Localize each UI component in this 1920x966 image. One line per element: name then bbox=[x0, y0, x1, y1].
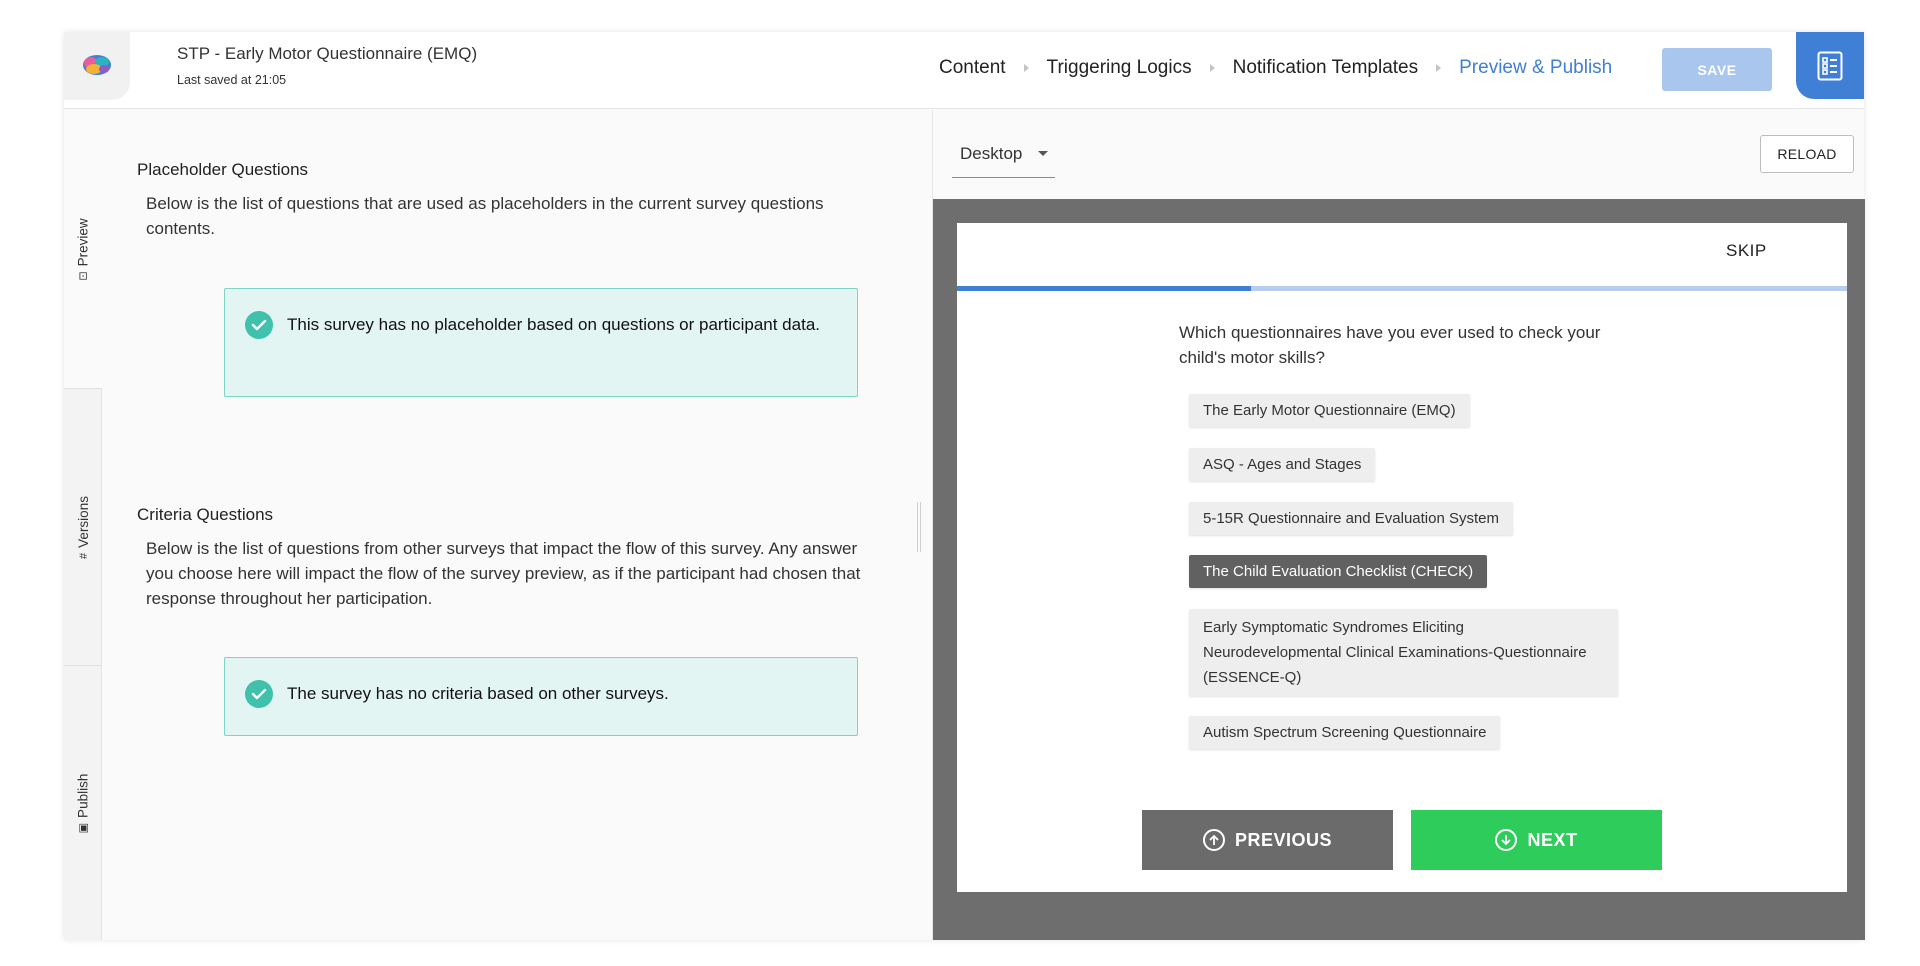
brain-logo-icon bbox=[80, 52, 114, 80]
criteria-questions-description: Below is the list of questions from other surveys that impact the flow of this survey. Any answer you choose here will impact the flow of the survey preview, as if the participant had chosen that response throughout her participation. bbox=[146, 539, 861, 608]
answer-option[interactable]: 5-15R Questionnaire and Evaluation System bbox=[1189, 502, 1513, 535]
preview-icon: ⊡ bbox=[77, 270, 90, 281]
chevron-right-icon bbox=[1210, 64, 1215, 72]
tab-publish-label: Publish bbox=[75, 773, 91, 818]
previous-button[interactable] bbox=[1142, 810, 1393, 870]
survey-preview-pane bbox=[932, 110, 1864, 940]
answer-option[interactable]: The Early Motor Questionnaire (EMQ) bbox=[1189, 394, 1470, 427]
check-circle-icon bbox=[245, 311, 273, 339]
preview-frame bbox=[933, 199, 1865, 940]
criteria-notice-text: The survey has no criteria based on other surveys. bbox=[287, 684, 669, 703]
placeholder-notice bbox=[224, 288, 858, 397]
tab-preview[interactable] bbox=[64, 110, 103, 388]
question-text: Which questionnaires have you ever used to check your child's motor skills? bbox=[1179, 323, 1601, 367]
step-triggering-logics[interactable]: Triggering Logics bbox=[1046, 57, 1192, 78]
tab-versions-label: Versions bbox=[75, 495, 91, 548]
check-circle-icon bbox=[245, 680, 273, 708]
next-button-label: NEXT bbox=[1527, 829, 1578, 850]
skip-button[interactable]: SKIP bbox=[1726, 241, 1767, 260]
placeholder-notice-text: This survey has no placeholder based on questions or participant data. bbox=[287, 315, 820, 334]
checklist-panel-toggle[interactable] bbox=[1796, 32, 1864, 99]
device-select-value: Desktop bbox=[960, 143, 1023, 163]
side-tab-rail bbox=[64, 110, 102, 940]
checklist-icon bbox=[1817, 51, 1843, 81]
criteria-notice bbox=[224, 657, 858, 736]
reload-button[interactable]: RELOAD bbox=[1760, 135, 1854, 173]
last-saved-text: Last saved at 21:05 bbox=[177, 73, 287, 87]
arrow-down-circle-icon bbox=[1495, 829, 1517, 851]
tab-preview-label: Preview bbox=[75, 217, 91, 266]
app-window bbox=[64, 32, 1864, 940]
hash-icon: # bbox=[77, 552, 89, 559]
caret-down-icon bbox=[1038, 151, 1048, 156]
chevron-right-icon bbox=[1024, 64, 1029, 72]
criteria-questions-title: Criteria Questions bbox=[137, 505, 274, 524]
survey-title: STP - Early Motor Questionnaire (EMQ) bbox=[177, 44, 478, 63]
placeholder-questions-title: Placeholder Questions bbox=[137, 160, 309, 179]
device-select[interactable] bbox=[952, 130, 1055, 178]
pane-resize-handle[interactable] bbox=[917, 502, 921, 552]
answer-option[interactable]: Autism Spectrum Screening Questionnaire bbox=[1189, 716, 1500, 749]
step-notification-templates[interactable]: Notification Templates bbox=[1232, 57, 1419, 78]
progress-bar-fill bbox=[957, 286, 1251, 291]
preview-settings-pane bbox=[103, 110, 931, 940]
answer-option-selected[interactable]: The Child Evaluation Checklist (CHECK) bbox=[1189, 555, 1487, 588]
arrow-up-circle-icon bbox=[1203, 829, 1225, 851]
placeholder-questions-description: Below is the list of questions that are used as placeholders in the current survey questions contents. bbox=[146, 194, 824, 238]
publish-icon: ▣ bbox=[77, 822, 90, 833]
previous-button-label: PREVIOUS bbox=[1234, 829, 1333, 850]
progress-bar bbox=[957, 286, 1847, 291]
step-preview-publish[interactable]: Preview & Publish bbox=[1459, 57, 1613, 78]
step-content[interactable]: Content bbox=[939, 57, 1006, 78]
answer-option[interactable]: Early Symptomatic Syndromes Eliciting Neurodevelopmental Clinical Examinations-Questionnaire (ESSENCE-Q) bbox=[1189, 609, 1618, 696]
step-navigation bbox=[939, 58, 1612, 78]
tab-versions[interactable] bbox=[64, 388, 102, 665]
tab-publish[interactable] bbox=[64, 665, 102, 940]
save-button[interactable]: SAVE bbox=[1662, 48, 1772, 91]
next-button[interactable] bbox=[1411, 810, 1662, 870]
top-header bbox=[64, 32, 1864, 109]
logo[interactable] bbox=[64, 32, 130, 100]
chevron-right-icon bbox=[1436, 64, 1441, 72]
survey-card bbox=[957, 223, 1847, 892]
answer-option[interactable]: ASQ - Ages and Stages bbox=[1189, 448, 1375, 481]
